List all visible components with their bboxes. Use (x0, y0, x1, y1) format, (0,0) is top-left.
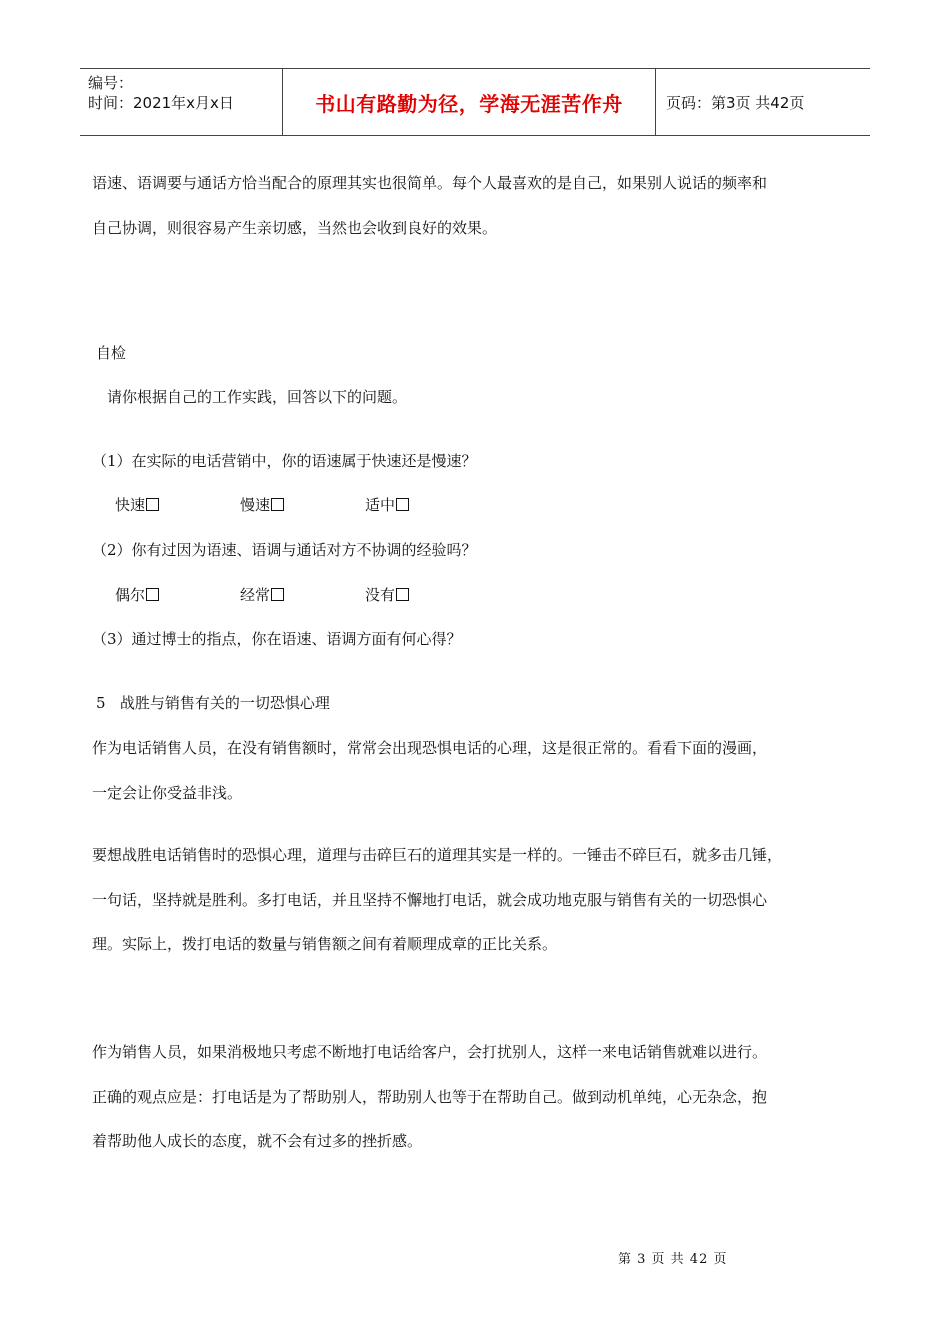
document-date-label: 时间：2021年x月x日 (88, 94, 234, 112)
checkbox-icon[interactable] (271, 588, 284, 601)
paragraph-1-line1: 作为电话销售人员，在没有销售额时，常常会出现恐惧电话的心理，这是很正常的。看看下面的漫画， (92, 739, 768, 757)
paragraph-2-line3: 理。实际上，拨打电话的数量与销售额之间有着顺理成章的正比关系。 (92, 935, 558, 953)
option-label: 快速 (115, 496, 146, 514)
section-5-heading: 5 战胜与销售有关的一切恐惧心理 (96, 694, 330, 712)
paragraph-2-line2: 一句话，坚持就是胜利。多打电话，并且坚持不懈地打电话，就会成功地克服与销售有关的一切恐惧心 (92, 891, 768, 909)
paragraph-3-line3: 着帮助他人成长的态度，就不会有过多的挫折感。 (92, 1132, 423, 1150)
paragraph-3-line1: 作为销售人员，如果消极地只考虑不断地打电话给客户，会打扰别人，这样一来电话销售就难以进行。 (92, 1043, 768, 1061)
q1-option-fast[interactable] (115, 494, 159, 515)
option-label: 适中 (365, 496, 396, 514)
option-label: 没有 (365, 586, 396, 604)
intro-paragraph-line1: 语速、语调要与通话方恰当配合的原理其实也很简单。每个人最喜欢的是自己，如果别人说话的频率和 (92, 174, 768, 192)
question-3: （3）通过博士的指点，你在语速、语调方面有何心得？ (92, 630, 462, 648)
self-check-title: 自检 (96, 344, 127, 362)
header-meta (80, 69, 282, 135)
option-label: 慢速 (240, 496, 271, 514)
checkbox-icon[interactable] (271, 498, 284, 511)
paragraph-3-line2: 正确的观点应是：打电话是为了帮助别人，帮助别人也等于在帮助自己。做到动机单纯，心无杂念，抱 (92, 1088, 768, 1106)
question-2: （2）你有过因为语速、语调与通话对方不协调的经验吗？ (92, 541, 477, 559)
option-label: 经常 (240, 586, 271, 604)
q1-option-moderate[interactable] (365, 494, 409, 515)
page-footer: 第 3 页 共 42 页 (618, 1252, 728, 1267)
q1-option-slow[interactable] (240, 494, 284, 515)
question-1: （1）在实际的电话营销中，你的语速属于快速还是慢速？ (92, 452, 477, 470)
paragraph-2-line1: 要想战胜电话销售时的恐惧心理，道理与击碎巨石的道理其实是一样的。一锤击不碎巨石，就多击几锤， (92, 846, 783, 864)
intro-paragraph-line2: 自己协调，则很容易产生亲切感，当然也会收到良好的效果。 (92, 219, 498, 237)
q2-option-occasionally[interactable] (115, 584, 159, 605)
checkbox-icon[interactable] (146, 588, 159, 601)
header-motto: 书山有路勤为径，学海无涯苦作舟 (282, 69, 656, 135)
checkbox-icon[interactable] (146, 498, 159, 511)
paragraph-1-line2: 一定会让你受益非浅。 (92, 784, 243, 802)
self-check-prompt: 请你根据自己的工作实践，回答以下的问题。 (107, 388, 408, 406)
q2-option-never[interactable] (365, 584, 409, 605)
checkbox-icon[interactable] (396, 588, 409, 601)
option-label: 偶尔 (115, 586, 146, 604)
header-page-info: 页码：第3页 共42页 (666, 93, 805, 112)
page-header (80, 68, 870, 136)
checkbox-icon[interactable] (396, 498, 409, 511)
document-number-label: 编号： (88, 74, 134, 92)
q2-option-often[interactable] (240, 584, 284, 605)
